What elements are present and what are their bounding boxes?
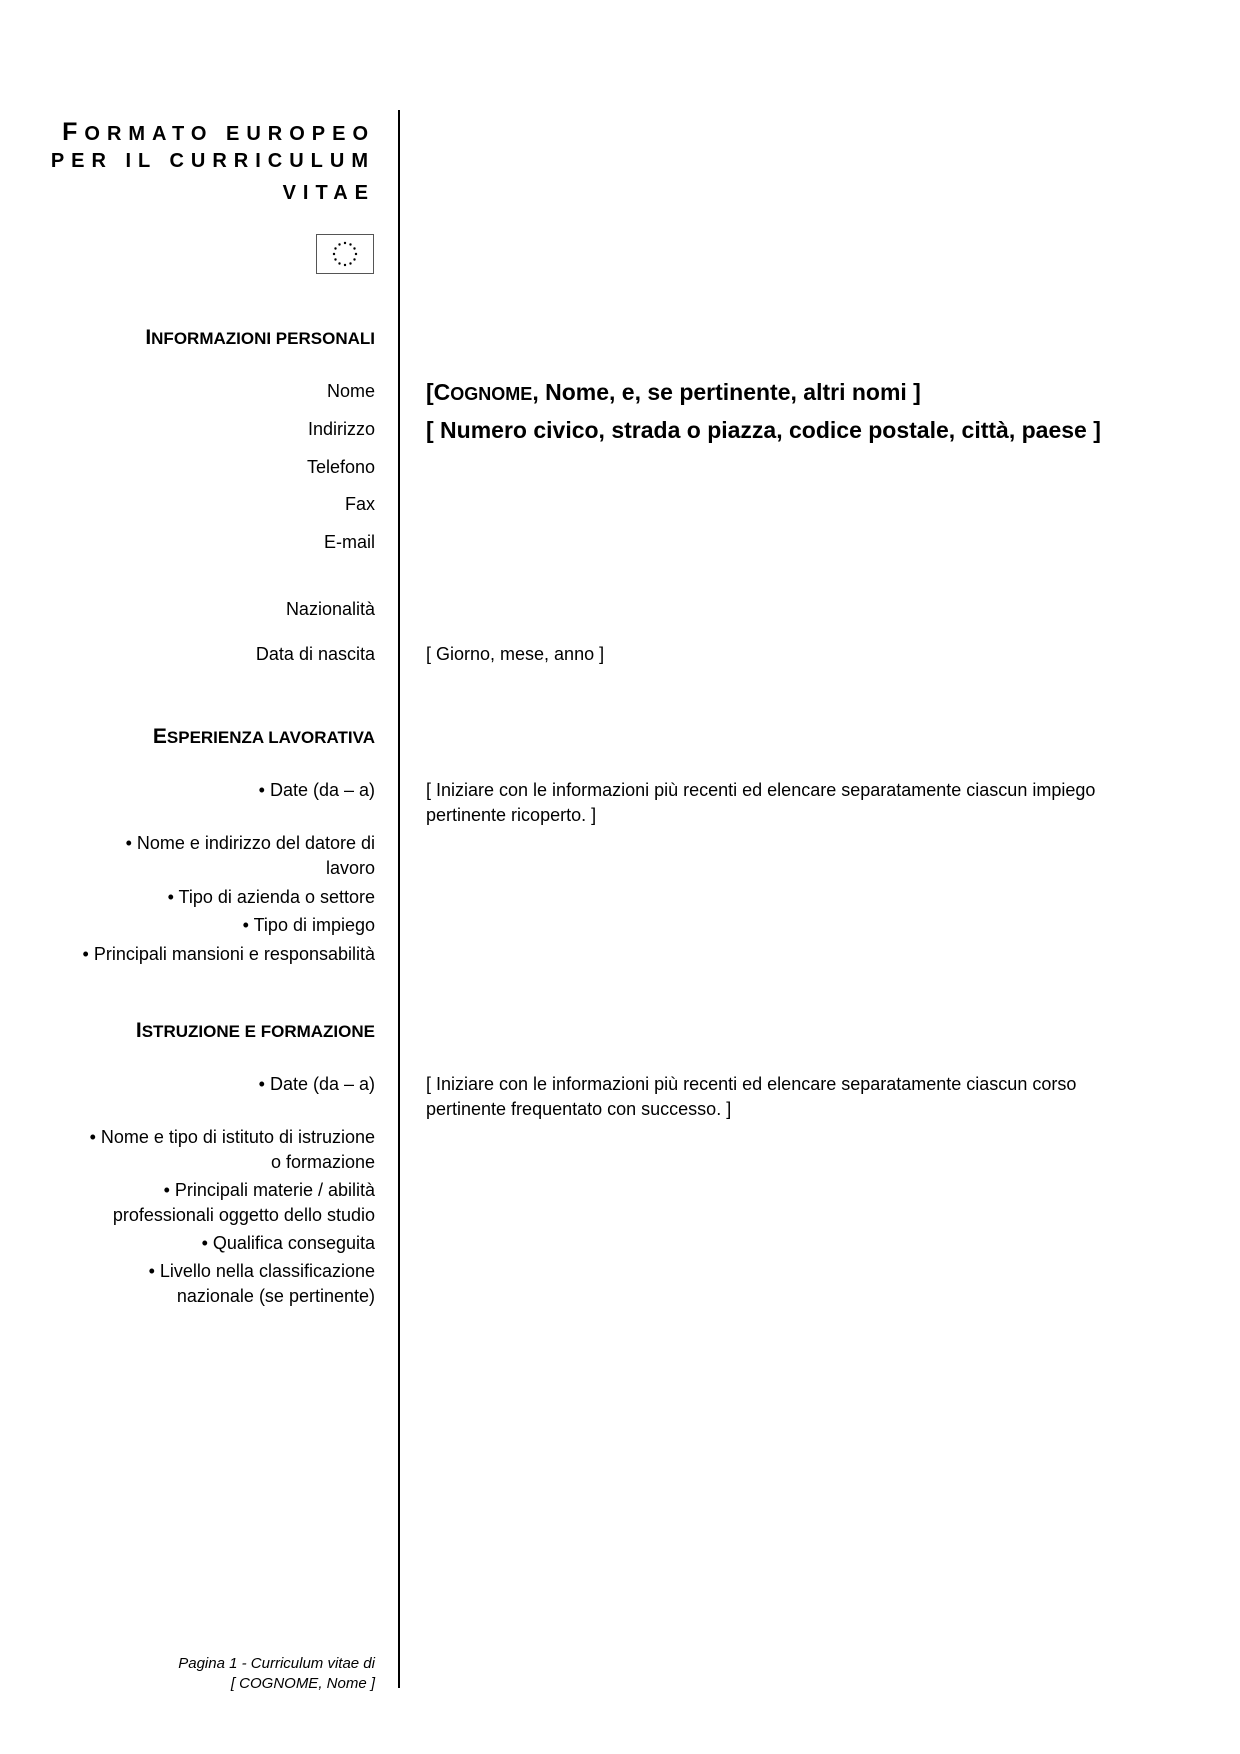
section-heading-education: ISTRUZIONE E FORMAZIONE bbox=[135, 1019, 375, 1042]
section-heading-personal: INFORMAZIONI PERSONALI bbox=[145, 326, 375, 349]
edu-subjects-label: • Principali materie / abilità professionali oggetto dello studio bbox=[112, 1180, 375, 1225]
work-job-type-label: • Tipo di impiego bbox=[242, 915, 375, 935]
footer-line-2: [ COGNOME, Nome ] bbox=[230, 1675, 375, 1692]
edu-date-value: [ Iniziare con le informazioni più recenti ed elencare separatamente ciascun corso pertinente frequentato con successo. ] bbox=[426, 1074, 1077, 1119]
work-sector-label: • Tipo di azienda o settore bbox=[167, 887, 375, 907]
indirizzo-value: [ Numero civico, strada o piazza, codice postale, città, paese ] bbox=[426, 417, 1101, 443]
nazionalita-label: Nazionalità bbox=[285, 599, 375, 619]
work-duties-label: • Principali mansioni e responsabilità bbox=[82, 944, 375, 964]
footer-line-1: Pagina 1 - Curriculum vitae di bbox=[178, 1655, 375, 1672]
nome-value: [COGNOME, Nome, e, se pertinente, altri nomi ] bbox=[426, 379, 921, 405]
edu-institute-label: • Nome e tipo di istituto di istruzione o formazione bbox=[89, 1127, 375, 1172]
title-line-2: PER IL CURRICULUM bbox=[50, 150, 375, 172]
nascita-label: Data di nascita bbox=[255, 644, 375, 664]
fax-label: Fax bbox=[344, 494, 375, 514]
telefono-label: Telefono bbox=[306, 457, 375, 477]
edu-level-label: • Livello nella classificazione nazionale (se pertinente) bbox=[148, 1261, 375, 1306]
section-heading-work: ESPERIENZA LAVORATIVA bbox=[152, 725, 375, 748]
work-date-label: • Date (da – a) bbox=[258, 780, 375, 800]
work-date-value: [ Iniziare con le informazioni più recenti ed elencare separatamente ciascun impiego pertinente ricoperto. ] bbox=[426, 780, 1096, 825]
edu-date-label: • Date (da – a) bbox=[258, 1074, 375, 1094]
title-line-3: VITAE bbox=[282, 182, 375, 204]
indirizzo-label: Indirizzo bbox=[307, 419, 375, 439]
eu-flag-icon bbox=[316, 234, 374, 274]
work-employer-label: • Nome e indirizzo del datore di lavoro bbox=[125, 833, 375, 878]
edu-qualification-label: • Qualifica conseguita bbox=[201, 1233, 375, 1253]
nascita-value: [ Giorno, mese, anno ] bbox=[426, 644, 605, 664]
column-divider bbox=[398, 110, 400, 1688]
page-footer bbox=[178, 1654, 375, 1694]
nome-label: Nome bbox=[326, 381, 375, 401]
email-label: E-mail bbox=[323, 532, 375, 552]
title-line-1: FORMATO EUROPEO bbox=[62, 118, 375, 146]
